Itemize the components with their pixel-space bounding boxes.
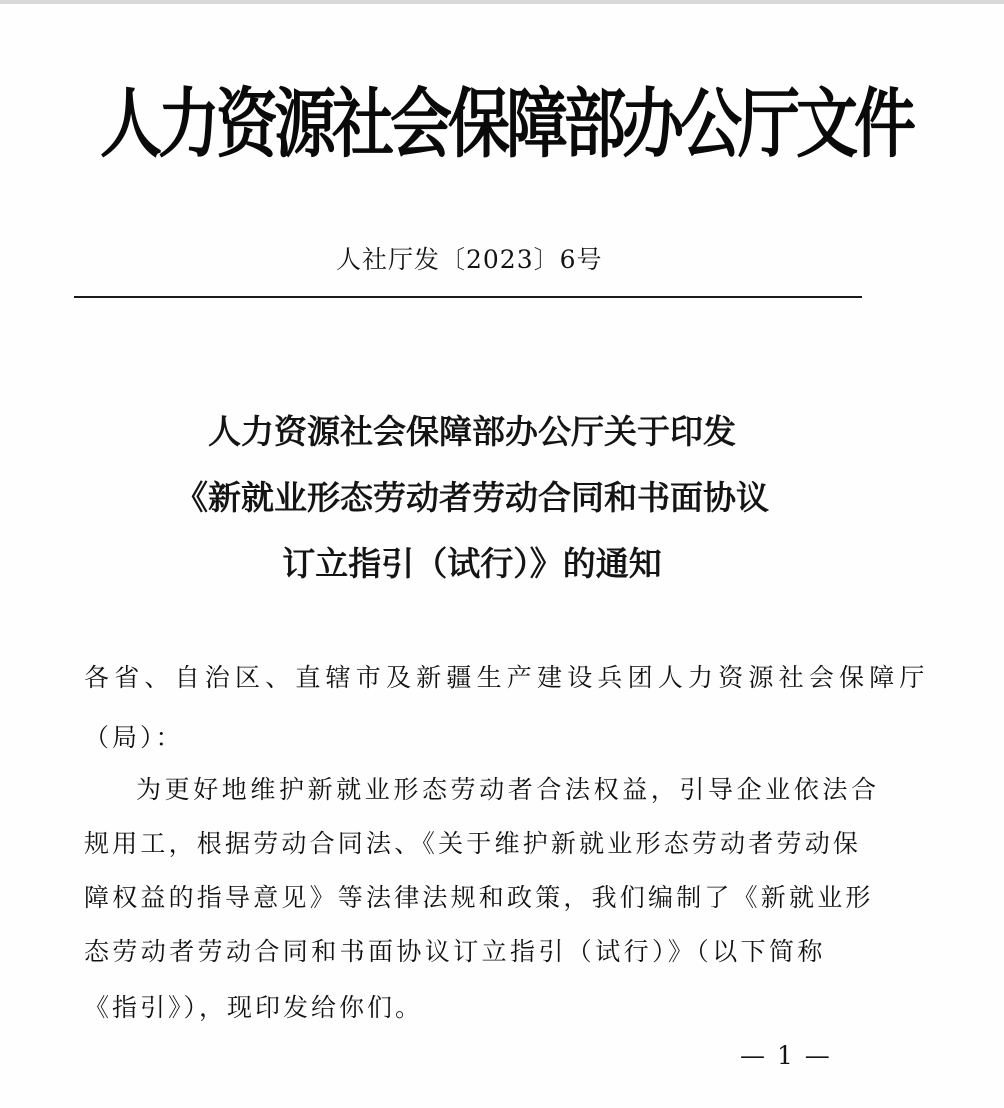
scan-edge — [0, 0, 1004, 4]
header-divider — [74, 296, 862, 298]
notice-title-line-3: 订立指引（试行）》的通知 — [282, 544, 662, 583]
document-number: 人社厅发〔2023〕6号 — [336, 245, 603, 274]
paragraph-line: 障权益的指导意见》等法律法规和政策，我们编制了《新就业形 — [84, 883, 874, 912]
paragraph-line: 规用工，根据劳动合同法、《关于维护新就业形态劳动者劳动保 — [84, 829, 862, 858]
notice-title-line-2: 《新就业形态劳动者劳动合同和书面协议 — [175, 478, 769, 517]
notice-title-line-1: 人力资源社会保障部办公厅关于印发 — [208, 412, 736, 451]
page-number: — 1 — — [740, 1041, 832, 1070]
agency-header-title: 人力资源社会保障部办公厅文件 — [100, 79, 913, 169]
paragraph-line: 态劳动者劳动合同和书面协议订立指引（试行）》（以下简称 — [84, 937, 826, 966]
addressee-line-1: 各省、自治区、直辖市及新疆生产建设兵团人力资源社会保障厅 — [84, 663, 930, 692]
addressee-line-2: （局）： — [84, 723, 184, 752]
paragraph-line: 《指引》），现印发给你们。 — [84, 993, 424, 1022]
paragraph-line: 为更好地维护新就业形态劳动者合法权益，引导企业依法合 — [136, 775, 880, 804]
